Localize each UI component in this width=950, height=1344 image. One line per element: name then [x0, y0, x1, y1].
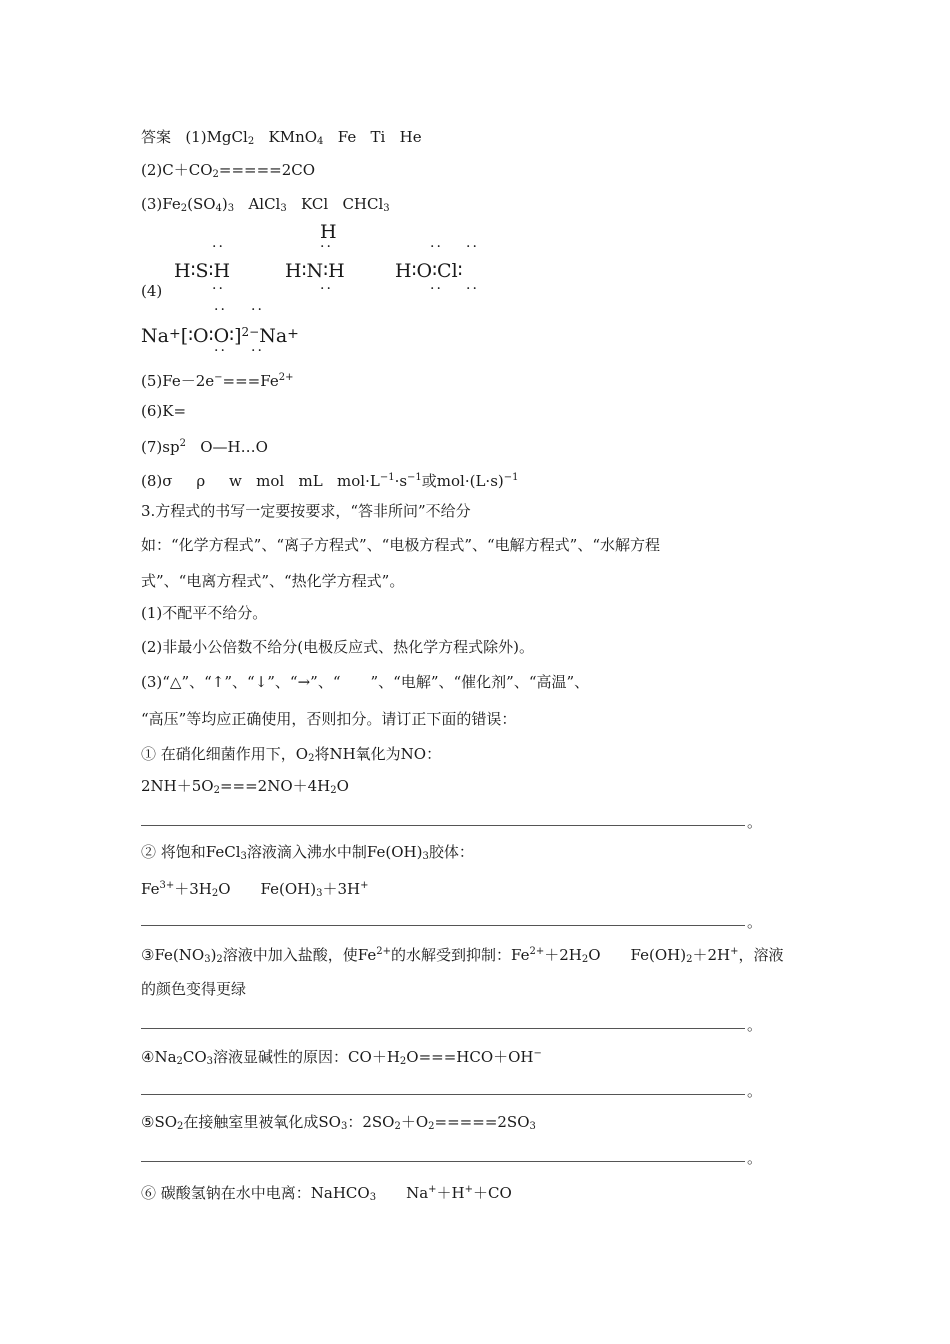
o-top-dots: ··: [430, 239, 443, 255]
lewis-h2s: H∶S∶H: [174, 260, 231, 282]
answer-blank-4[interactable]: [141, 1094, 745, 1095]
lewis-na2o2: Na+[∶O∶O∶]$^{2-}$Na+: [141, 325, 299, 347]
period-1: 。: [747, 813, 763, 831]
question-2-equation: $Fe^{3+}+3H_2O$ $Fe(OH)_3+3H^+$: [141, 880, 369, 899]
rule-2: (2)非最小公倍数不给分(电极反应式、热化学方程式除外)。: [141, 638, 534, 656]
question-3: $③Fe(NO_3)_2$溶液中加入盐酸，使$Fe^{2+}$的水解受到抑制：$Fe^{2+}+2H_2O$ $Fe(OH)_2+2H^+$，溶液: [141, 946, 784, 965]
o1-top-dots: ··: [214, 302, 227, 318]
answer-line-1: 答案 (1)MgCl$_2$ KMnO$_4$ Fe Ti He: [141, 128, 422, 147]
cl-top-dots: ··: [466, 239, 479, 255]
period-5: 。: [747, 1149, 763, 1167]
rule-1: (1)不配平不给分。: [141, 604, 268, 622]
o-bottom-dots: ··: [430, 281, 443, 297]
answer-label: 答案: [141, 128, 172, 146]
question-1: ① 在硝化细菌作用下，$O_2$将NH氧化为NO：: [141, 745, 442, 764]
n-top-dots: ··: [320, 239, 333, 255]
o2-bottom-dots: ··: [251, 343, 264, 359]
answer-line-5: $(5)Fe-2e^-===Fe^{2+}$: [141, 372, 294, 390]
answer-line-8: (8)σ ρ w mol mL $mol\cdot L^{-1}\cdot s^{-1}$或$mol\cdot(L\cdot s)^{-1}$: [141, 472, 519, 490]
question-3-line-2: 的颜色变得更绿: [141, 980, 247, 998]
answer-blank-2[interactable]: [141, 925, 745, 926]
question-6: ⑥ 碳酸氢钠在水中电离：NaHCO$_3$ Na+＋H+＋CO: [141, 1184, 512, 1203]
rule-3b: “高压”等均应正确使用，否则扣分。请订正下面的错误：: [141, 710, 517, 728]
period-3: 。: [747, 1016, 763, 1034]
nh3-top-h: H: [320, 221, 337, 243]
question-1-equation: $2NH+5O_2===2NO+4H_2O$: [141, 777, 349, 796]
answer-blank-5[interactable]: [141, 1161, 745, 1162]
answer-blank-3[interactable]: [141, 1028, 745, 1029]
lewis-nh3: H∶N∶H: [285, 260, 345, 282]
lewis-hocl: H∶O∶Cl∶: [395, 260, 463, 282]
question-2: ② 将饱和FeCl$_3$溶液滴入沸水中制$Fe(OH)_3$胶体：: [141, 843, 474, 862]
question-5: $⑤SO_2$在接触室里被氧化成$SO_3$：$2SO_2+O_2=====2SO_3$: [141, 1113, 536, 1132]
o1-bottom-dots: ··: [214, 343, 227, 359]
answer-p4-label: (4): [141, 282, 163, 300]
o2-top-dots: ··: [251, 302, 264, 318]
rule-3a: (3)“△”、“↑”、“↓”、“→”、“ ”、“电解”、“催化剂”、“高温”、: [141, 673, 590, 691]
answer-line-6: (6)K=: [141, 402, 187, 420]
answer-line-2: $(2)C+CO_2=====2CO$: [141, 161, 316, 180]
answer-line-3: $(3)Fe_2(SO_4)_3$ AlCl$_3$ KCl CHCl$_3$: [141, 195, 390, 214]
s-bottom-dots: ··: [212, 281, 225, 297]
answer-line-7: $(7)sp^2$ O—H…O: [141, 438, 268, 456]
s-top-dots: ··: [212, 239, 225, 255]
section-intro-1: 如：“化学方程式”、“离子方程式”、“电极方程式”、“电解方程式”、“水解方程: [141, 536, 661, 554]
n-bottom-dots: ··: [320, 281, 333, 297]
section-intro-2: 式”、“电离方程式”、“热化学方程式”。: [141, 572, 405, 590]
section-title: 3.方程式的书写一定要按要求，“答非所问”不给分: [141, 502, 471, 520]
answer-blank-1[interactable]: [141, 825, 745, 826]
period-4: 。: [747, 1082, 763, 1100]
period-2: 。: [747, 913, 763, 931]
cl-bottom-dots: ··: [466, 281, 479, 297]
question-4: $④Na_2CO_3$溶液显碱性的原因：$CO+H_2O===HCO+OH^-$: [141, 1048, 542, 1067]
